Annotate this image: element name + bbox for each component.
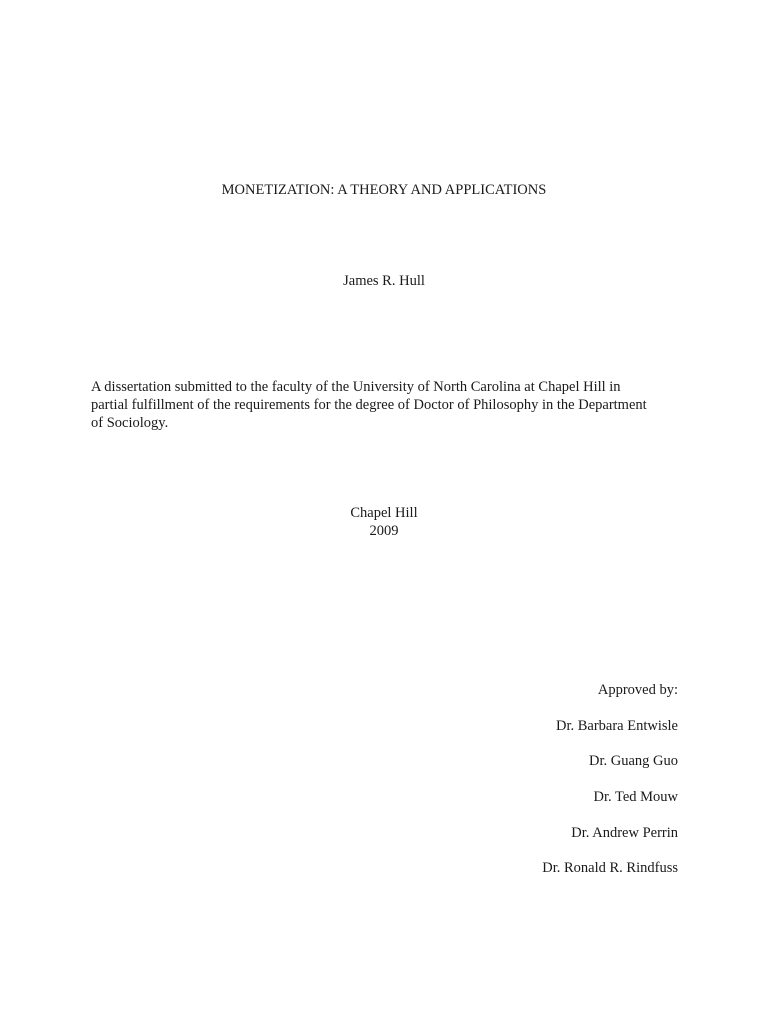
approver-name: Dr. Ronald R. Rindfuss	[542, 860, 678, 877]
approver-name: Dr. Andrew Perrin	[571, 824, 678, 841]
approval-label: Approved by:	[597, 682, 678, 698]
submission-statement	[91, 378, 681, 432]
approver-name: Dr. Ted Mouw	[593, 789, 678, 806]
approval-block	[542, 681, 678, 895]
place-and-year	[0, 504, 768, 540]
statement-line: partial fulfillment of the requirements for the degree of Doctor of Philosophy in the Department	[91, 397, 647, 413]
place: Chapel Hill	[350, 505, 418, 521]
statement-line: A dissertation submitted to the faculty of the University of North Carolina at Chapel Hill in	[91, 379, 621, 395]
approver-name: Dr. Barbara Entwisle	[555, 717, 678, 734]
year: 2009	[369, 523, 399, 539]
statement-line: of Sociology.	[91, 415, 169, 431]
approver-name: Dr. Guang Guo	[588, 753, 678, 770]
author-name: James R. Hull	[343, 273, 425, 289]
dissertation-title: MONETIZATION: A THEORY AND APPLICATIONS	[221, 182, 547, 198]
